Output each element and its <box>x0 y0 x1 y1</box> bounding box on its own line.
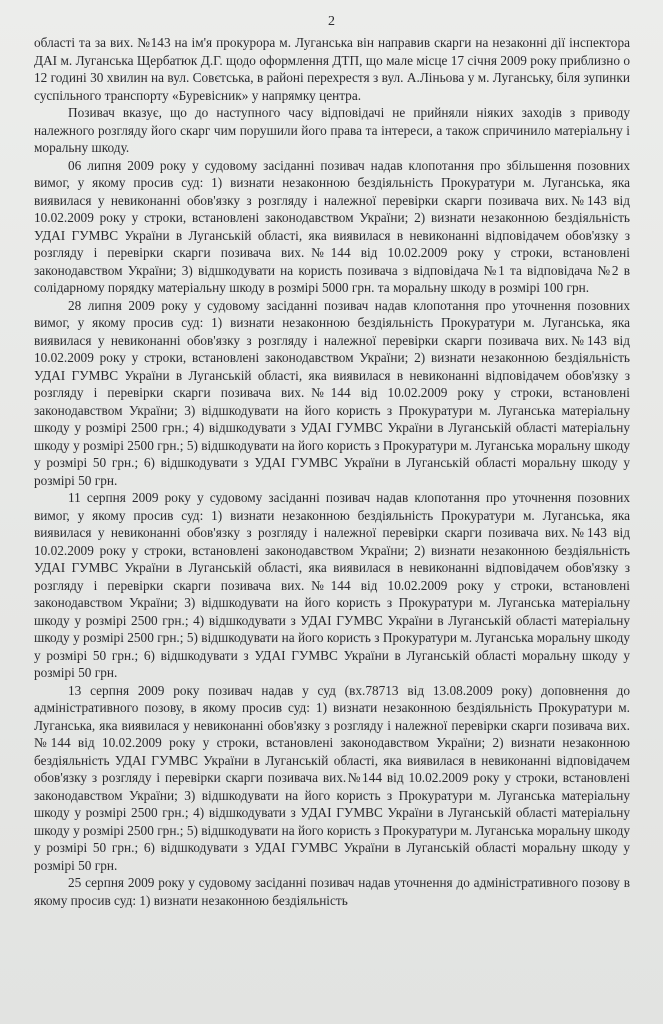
page-number: 2 <box>328 14 335 29</box>
paragraph-plaintiff-claim: Позивач вказує, що до наступного часу відповідачі не прийняли ніяких заходів з приводу належного розгляду його скарг чим порушили його права та інтереси, а також спричинило матеріальну і моральну шкоду. <box>34 105 630 155</box>
paragraph-july-06: 06 липня 2009 року у судовому засіданні позивач надав клопотання про збільшення позовних вимог, у якому просив суд: 1) визнати незаконною бездіяльність Прокуратури м. Луганська, яка виявилася у невиконанні обов'язку з розгляду і належної перевірки скарги позивача вих.№143 від 10.02.2009 року у строки, встановлені законодавством України; 2) визнати незаконною бездіяльність УДАІ ГУМВС України в Луганській області, яка виявилася в невиконанні відповідачем обов'язку з розгляду і перевірки скарги позивача вих.№144 від 10.02.2009 року у строки, встановлені законодавством України; 3) відшкодувати на користь позивача з відповідача №1 та відповідача №2 в солідарному порядку матеріальну шкоду в розмірі 5000 грн. та моральну шкоду в розмірі 100 грн. <box>34 157 630 295</box>
document-body <box>34 34 630 909</box>
paragraph-august-13: 13 серпня 2009 року позивач надав у суд (вх.78713 від 13.08.2009 року) доповнення до адміністративного позову, в якому просив суд: 1) визнати незаконною бездіяльність Прокуратури м. Луганська, яка виявилася у невиконанні обов'язку з розгляду і належної перевірки скарги позивача вих.№144 від 10.02.2009 року у строки, встановлені законодавством України; 2) визнати незаконною бездіяльність УДАІ ГУМВС України в Луганській області, яка виявилася в невиконанні відповідачем обов'язку з розгляду і перевірки скарги позивача вих.№144 від 10.02.2009 року у строки, встановлені законодавством України; 3) відшкодувати на його користь з Прокуратури м. Луганська матеріальну шкоду у розмірі 2500 грн.; 4) відшкодувати з УДАІ ГУМВС України в Луганській області матеріальну шкоду у розмірі 2500 грн.; 5) відшкодувати на його користь з Прокуратури м. Луганська моральну шкоду у розмірі 50 грн.; 6) відшкодувати з УДАІ ГУМВС України в Луганській області моральну шкоду у розмірі 50 грн. <box>34 682 630 873</box>
paragraph-continuation: області та за вих. №143 на ім'я прокурора м. Луганська він направив скарги на незаконні дії інспектора ДАІ м. Луганська Щербатюк Д.Г. щодо оформлення ДТП, що мале місце 17 січня 2009 року приблизно о 12 годині 30 хвилин на вул. Совєтська, в районі перехрестя з вул. А.Ліньова у м. Луганську, біля зупинки суспільного транспорту «Буревісник» у напрямку центра. <box>34 35 630 103</box>
paragraph-july-28: 28 липня 2009 року у судовому засіданні позивач надав клопотання про уточнення позовних вимог, у якому просив суд: 1) визнати незаконною бездіяльність Прокуратури м. Луганська, яка виявилася у невиконанні обов'язку з розгляду і належної перевірки скарги позивача вих.№143 від 10.02.2009 року у строки, встановлені законодавством України; 2) визнати незаконною бездіяльність УДАІ ГУМВС України в Луганській області, яка виявилася в невиконанні відповідачем обов'язку з розгляду і перевірки скарги позивача вих.№144 від 10.02.2009 року у строки, встановлені законодавством України; 3) відшкодувати на його користь з Прокуратури м. Луганська матеріальну шкоду у розмірі 2500 грн.; 4) відшкодувати з УДАІ ГУМВС України в Луганській області матеріальну шкоду у розмірі 2500 грн.; 5) відшкодувати на його користь з Прокуратури м. Луганська моральну шкоду у розмірі 50 грн.; 6) відшкодувати з УДАІ ГУМВС України в Луганській області моральну шкоду у розмірі 50 грн. <box>34 297 630 488</box>
paragraph-august-25: 25 серпня 2009 року у судовому засіданні позивач надав уточнення до адміністративного позову в якому просив суд: 1) визнати незаконною бездіяльність <box>34 875 630 908</box>
paragraph-august-11: 11 серпня 2009 року у судовому засіданні позивач надав клопотання про уточнення позовних вимог, у якому просив суд: 1) визнати незаконною бездіяльність Прокуратури м. Луганська, яка виявилася у невиконанні обов'язку з розгляду і належної перевірки скарги позивача вих.№143 від 10.02.2009 року у строки, встановлені законодавством України; 2) визнати незаконною бездіяльність УДАІ ГУМВС України в Луганській області, яка виявилася в невиконанні відповідачем обов'язку з розгляду і перевірки скарги позивача вих.№144 від 10.02.2009 року у строки, встановлені законодавством України; 3) відшкодувати на його користь з Прокуратури м. Луганська матеріальну шкоду у розмірі 2500 грн.; 4) відшкодувати з УДАІ ГУМВС України в Луганській області матеріальну шкоду у розмірі 2500 грн.; 5) відшкодувати на його користь з Прокуратури м. Луганська моральну шкоду у розмірі 50 грн.; 6) відшкодувати з УДАІ ГУМВС України в Луганській області моральну шкоду у розмірі 50 грн. <box>34 490 630 680</box>
